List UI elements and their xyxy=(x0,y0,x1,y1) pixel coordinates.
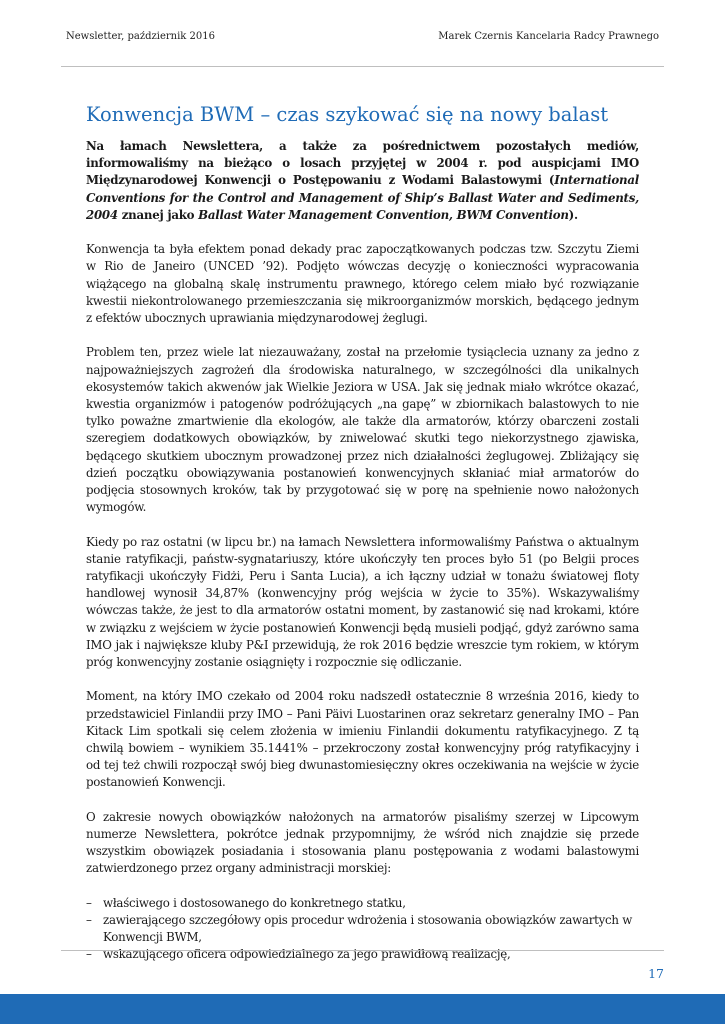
list-item xyxy=(86,895,639,912)
dash-bullet: – xyxy=(86,895,92,910)
list-item-text: wskazującego oficera odpowiedzialnego za jego prawidłową realizację, xyxy=(103,947,511,962)
header-firm-name: Marek Czernis Kancelaria Radcy Prawnego xyxy=(438,31,659,42)
paragraph-threshold: Moment, na który IMO czekało od 2004 roku nadszedł ostatecznie 8 września 2016, kiedy to przedstawiciel Finlandii przy IMO – Pani Päivi Luostarinen oraz sekretarz generalny IMO – Pan Kitack Lim spotkali się celem złożenia w imieniu Finlandii dokumentu ratyfikacyjnego. Z tą chwilą bowiem – wynikiem 35.1441% – przekroczony został konwencyjny próg ratyfikacyjny i od tej też chwili rozpoczął swój bieg dwunastomiesięczny okres oczekiwania na wejście w życie postanowień Konwencji. xyxy=(86,689,639,790)
article-title: Konwencja BWM – czas szykować się na nowy balast xyxy=(86,103,609,126)
paragraph-problem: Problem ten, przez wiele lat niezauważany, został na przełomie tysiąclecia uznany za jedno z najpoważniejszych zagrożeń dla środowiska naturalnego, w szczególności dla unikalnych ekosystemów takich akwenów jak Wielkie Jeziora w USA. Jak się jednak miało wkrótce okazać, kwestia organizmów i patogenów podróżujących „na gapę” w zbiornikach balastowych to nie tylko poważne zmartwienie dla ekologów, ale także dla armatorów, którzy obarczeni zostali szeregiem dodatkowych obowiązków, by zniwelować skutki tego niekorzystnego zjawiska, będącego skutkiem ubocznym prowadzonej przez nich działalności żeglugowej. Zbliżający się dzień początku obowiązywania postanowień konwencyjnych skłaniać miał armatorów do podjęcia stosownych kroków, tak by przygotować się w porę na spełnienie nowo nałożonych wymogów. xyxy=(86,345,639,515)
list-item xyxy=(86,912,639,946)
header-newsletter-date: Newsletter, październik 2016 xyxy=(66,31,215,42)
paragraph-ratification: Kiedy po raz ostatni (w lipcu br.) na łamach Newslettera informowaliśmy Państwa o aktualnym stanie ratyfikacji, państw-sygnatariuszy, które ukończyły ten proces było 51 (po Belgii proces ratyfikacji ukończyły Fidżi, Peru i Santa Lucia), a ich łączny udział w tonażu światowej floty handlowej wynosił 34,87% (konwencyjny próg wejścia w życie to 35%). Wskazywaliśmy wówczas także, że jest to dla armatorów ostatni moment, by zastanowić się nad krokami, które w związku z wejściem w życie postanowień Konwencji będą musieli podjąć, gdyż zarówno sama IMO jak i największe kluby P&I przewidują, że rok 2016 będzie wreszcie tym rokiem, w którym próg konwencyjny zostanie osiągnięty i rozpocznie się odliczanie. xyxy=(86,534,639,670)
article-body xyxy=(86,138,639,964)
header-divider xyxy=(61,66,664,67)
lead-text-3: znanej jako xyxy=(117,207,199,222)
footer-color-band xyxy=(0,994,725,1024)
lead-text-1: Na łamach Newslettera, a także za pośrednictwem pozostałych mediów, informowaliśmy na bieżąco o losach przyjętej w 2004 r. pod auspicjami IMO Międzynarodowej Konwencji o Postępowaniu z Wodami Balastowymi ( xyxy=(86,139,639,188)
footer-divider xyxy=(61,950,664,951)
paragraph-obligations: O zakresie nowych obowiązków nałożonych na armatorów pisaliśmy szerzej w Lipcowym numerze Newslettera, pokrótce jednak przypomnijmy, że wśród nich znajdzie się przede wszystkim obowiązek posiadania i stosowania planu postępowania z wodami balastowymi zatwierdzonego przez organy administracji morskiej: xyxy=(86,809,639,876)
obligations-list xyxy=(86,895,639,964)
paragraph-origin: Konwencja ta była efektem ponad dekady prac zapoczątkowanych podczas tzw. Szczytu Ziemi w Rio de Janeiro (UNCED ’92). Podjęto wówczas decyzję o konieczności wypracowania wiążącego na globalną skalę instrumentu prawnego, którego celem miało być rozwiązanie kwestii niekontrolowanego przemieszczania się mikroorganizmów morskich, będącego jednym z efektów ubocznych uprawiania międzynarodowej żeglugi. xyxy=(86,242,639,326)
page-number: 17 xyxy=(648,966,664,981)
dash-bullet: – xyxy=(86,947,92,962)
list-item-text: właściwego i dostosowanego do konkretnego statku, xyxy=(103,895,406,910)
lead-convention-short-name: Ballast Water Management Convention, BWM Convention xyxy=(198,207,569,222)
dash-bullet: – xyxy=(86,913,92,928)
lead-paragraph xyxy=(86,138,639,224)
lead-text-5: ). xyxy=(568,207,578,222)
list-item-text: zawierającego szczegółowy opis procedur wdrożenia i stosowania obowiązków zawartych w Konwencji BWM, xyxy=(103,913,633,945)
lead-convention-full-name: International Conventions for the Control and Management of Ship’s Ballast Water and Sediments, 2004 xyxy=(86,173,639,222)
